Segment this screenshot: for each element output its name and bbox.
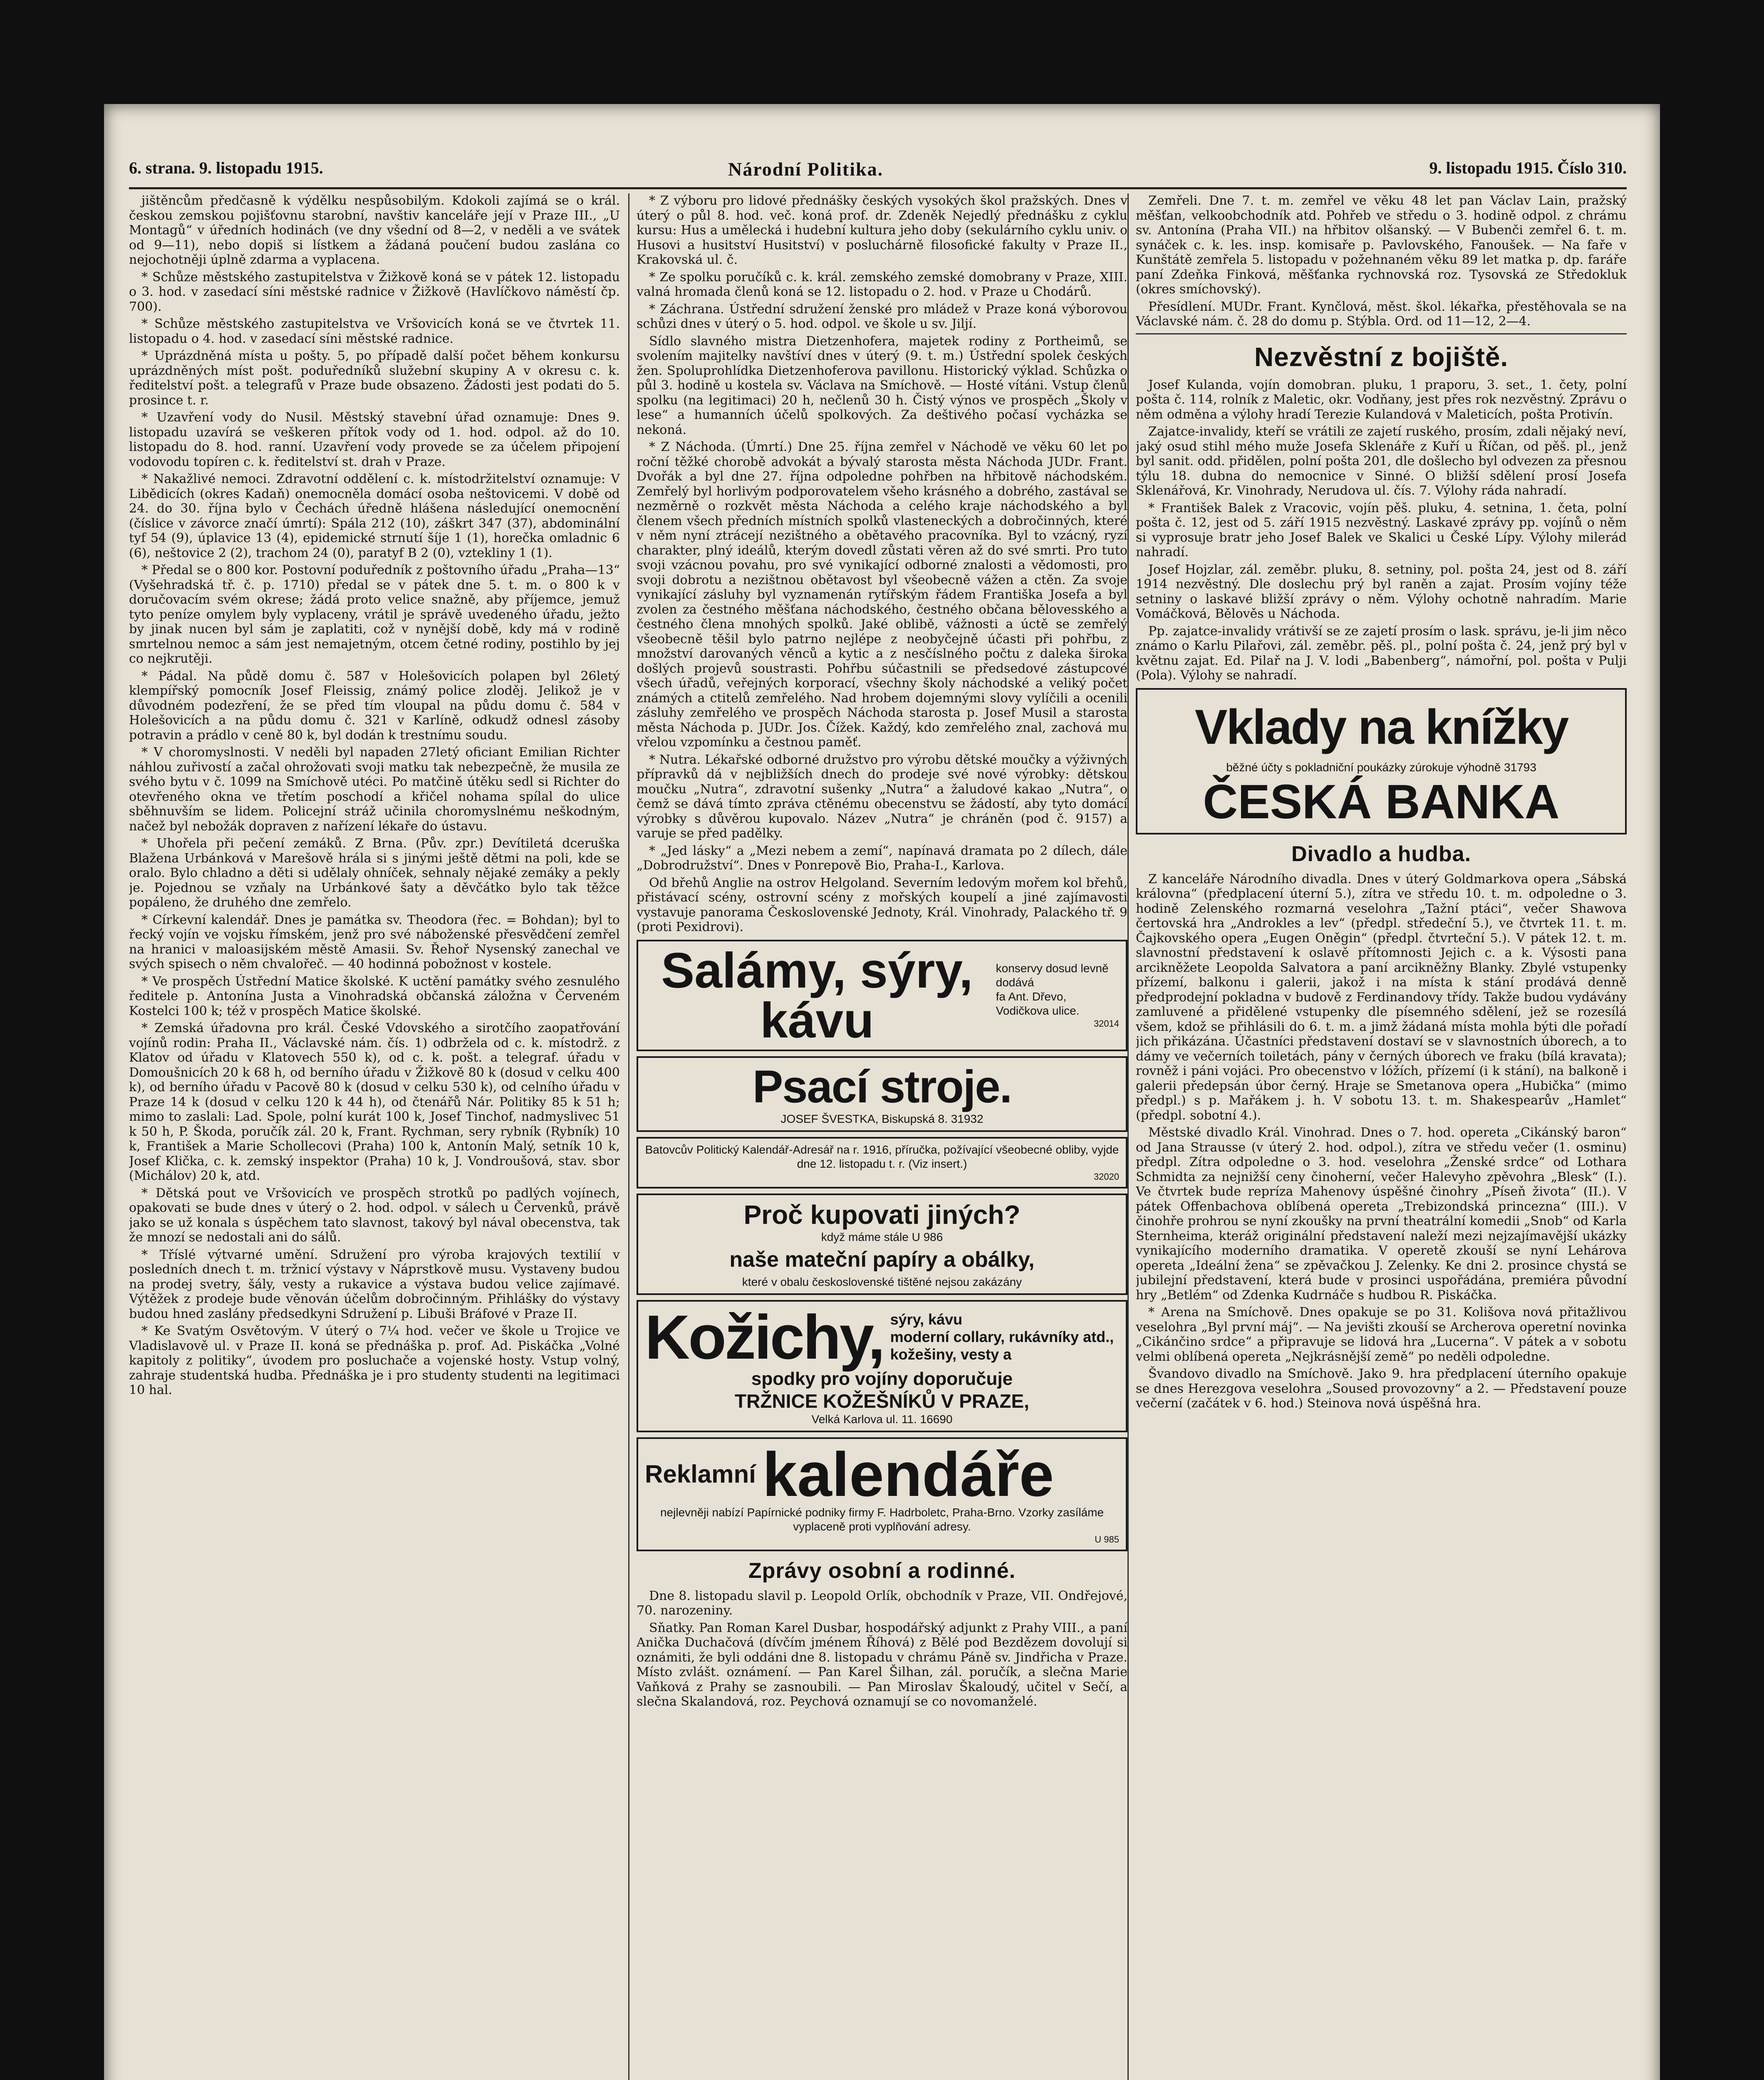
ad-proc-headline-2: naše mateční papíry a obálky,	[729, 1247, 1035, 1272]
article-paragraph: * Ze spolku poručíků c. k. král. zemského zemské domobrany v Praze, XIII. valná hromada členů koná se 12. listopadu o 2. hod. v Praze u Chodárů.	[637, 270, 1127, 299]
column-divider-2	[1127, 193, 1129, 2080]
article-paragraph: Zajatce-invalidy, kteří se vrátili ze zajetí ruského, prosím, zdali nějaký neví, jaký osud stihl mého muže Josefa Sklenáře z Kuří u Říčan, od pěš. pl., jenž byl sanit. odd. přidělen, polní pošta 201, dle došlecho byl odvezen za přesnou týlu 18. dubna do nemocnice v Sinné. O bližší sdělení prosí Josefa Sklenářová, Kr. Vinohrady, Nerudova ul. čís. 7. Výlohy ráda nahradí.	[1136, 424, 1627, 498]
article-paragraph: Z kanceláře Národního divadla. Dnes v úterý Goldmarkova opera „Sábská královna“ (předplacení úterní 5.), zítra ve středu 10. t. m. odpoledne o 3. hodině Zelenského rozmarná veselohra „Tažní ptáci“, večer Shawova čertovská hra „Androkles a lev“ (předpl. středeční 5.), ve čtvrtek 11. t. m. Čajkovského opera „Eugen Oněgin“ (předpl. čtvrteční 5.). V pátek 12. t. m. slavnostní představení k oslavě přítomnosti Jejich c. a k. Výsosti pana arcikněžete Leopolda Salvatora a paní arcikněžny Blanky. Zbylé vstupenky přízemí, balkonu i galerii, jakož i na místa k stání prodává denně předprodejní pokladna v budově z Ferdinandovy třídy. Takže budou vydávány zamluvené a přidělené vstupenky dle písemného sdělení, jež se rozesílá všem, kdož se přihlásili do 6. t. m. a jimž žádaná místa mohla býti dle pořadí jich přikázána. Účastníci představení dostaví se v slavnostních úborech, a to dámy ve večerních toiletách, pány v černých úborech ve fraku (bílá kravata); rovněž i páni vojáci. Pro obecenstvo v lóžích, přízemí (i k stání), na balkoně i galerii předepsán úbor černý. Hraje se Smetanova opera „Hubička“ (mimo předpl.) s p. Mařákem j. h. V sobotu 13. t. m. Shakespearův „Hamlet“ (předpl. sobotní 4.).	[1136, 872, 1627, 1123]
article-paragraph: * Dětská pout ve Vršovicích ve prospěch strotků po padlých vojínech, opakovati se bude dnes v úterý o 2. hod. odpol. v sálech u Červenků, právě jako se už konala s úspěchem tato slavnost, takový byl nával obecenstva, tak že mnozí se nedostali ani do sálů.	[129, 1186, 620, 1245]
article-paragraph: * Nakažlivé nemoci. Zdravotní oddělení c. k. místodržitelství oznamuje: V Libědicích (okres Kadaň) onemocněla domácí osoba neštovicemi. V době od 24. do 30. října bylo v Čechách úředně hlášena následující onemocnění (číslice v závorce značí úmrtí): Spála 212 (10), záškrt 347 (37), abdominální tyf 54 (9), úplavice 13 (4), epidemické strnutí šíje 1 (1), horečka omladnic 6 (6), neštovice 2 (2), trachom 24 (0), paratyf B 2 (0), vztekliny 1 (1).	[129, 472, 620, 560]
article-paragraph: * František Balek z Vracovic, vojín pěš. pluku, 4. setnina, 1. četa, polní pošta č. 12, jest od 5. září 1915 nezvěstný. Laskavé zprávy pp. vojínů o něm si vyprosuje bratr jeho Josef Balek ve Skalici u České Lípy. Výlohy milerád nahradí.	[1136, 500, 1627, 560]
ad-kozichy-headline: Kožichy,	[645, 1302, 884, 1372]
article-paragraph: * Uprázdněná místa u pošty. 5, po případě další počet během konkursu uprázdněných míst pošt. poduředníků služební skupiny A v okresu c. k. ředitelství pošt. a telegrafů v Praze bude obsazeno. Žádosti jest podati do 5. prosince t. r.	[129, 349, 620, 408]
ad-kalendare	[637, 1437, 1127, 1551]
ad-kalendare-top	[645, 1439, 1119, 1509]
ad-kozichy	[637, 1300, 1127, 1432]
ad-psaci-stroje	[637, 1056, 1127, 1132]
ad-kozichy-firm: TRŽNICE KOŽEŠNÍKŮ V PRAZE,	[735, 1390, 1029, 1412]
article-paragraph: * Ve prospěch Ústřední Matice školské. K uctění památky svého zesnulého ředitele p. Antonína Justa a Vinohradská občanská záložna v Červeném Kostelci 100 k; též v prospěch Matice školské.	[129, 974, 620, 1018]
ad-proc-headline: Proč kupovati jiných?	[743, 1199, 1021, 1230]
ad-proc-subline	[645, 1230, 1119, 1244]
ad-salamy-headline: Salámy, sýry, kávu	[661, 942, 973, 1048]
ad-psaci-firm	[645, 1112, 1119, 1126]
ad-kalendare-headline: kalendáře	[762, 1439, 1054, 1509]
ad-kozichy-top	[645, 1302, 1119, 1372]
article-paragraph: * Tříslé výtvarné umění. Sdružení pro výroba krajových textilií v posledních dnech t. m. tržnicí výstavy v Náprstkově musu. Vystaveny budou na prodej svetry, šály, vesty a rukavice a výstava budou velice zajímavé. Výtěžek z prodeje bude věnován účelům dobročinným. Přihlášky do výstavy budou hned zaslány předsedkyni Sdružení p. Libuši Bráfové v Praze II.	[129, 1247, 620, 1321]
article-paragraph: * Církevní kalendář. Dnes je památka sv. Theodora (řec. = Bohdan); byl to řecký vojín ve vojsku římském, jenž pro své náboženské přesvědčení zemřel na hranici v maloasijském městě Amasii. Sv. Řehoř Nysenský zanechal ve svých spisech o něm chvalořeč. — 40 hodinná pobožnost v kostele.	[129, 912, 620, 971]
ad-proc-text: když máme stále	[821, 1230, 909, 1243]
article-paragraph: Městské divadlo Král. Vinohrad. Dnes o 7. hod. opereta „Cikánský baron“ od Jana Strausse (v úterý 2. hod. odpol.), zítra ve středu večer (1. osminu) předpl. Zítra odpoledne o 3. hod. veselohra „Ženské srdce“ od Lothara Schmidta za nejnižší ceny činoherní, večer Halevyho zpěvohra „Blesk“ (I.). Ve čtvrtek bude repríza Mahenovy úspěšné činohry „Píseň života“ (II.). V pátek Offenbachova oblíbená opereta „Trebizondská princezna“ (III.). V činohře prohrou se nyní zkoušky na první theatrální komedii „Snob“ od Karla Sternheima, kteráž originální představení naleží mezi nejzajímavější ukázky vynikajícího moderního dramatika. V operetě zkouší se nyní Lehárova opereta „Ideální žena“ se zpěvačkou J. Zelenky. Ke dni 2. prosince chystá se jubilejní představení, která bude v prosinci uspořádána, premiéra původní hry „Betlém“ od Zdenka Kudrnáče s hudbou R. Piskáčka.	[1136, 1125, 1627, 1302]
ad-kalendare-number: U 985	[1095, 1534, 1119, 1545]
column-2	[637, 193, 1127, 2080]
header-page-date: 6. strana. 9. listopadu 1915.	[129, 158, 323, 177]
ad-kozichy-sidebox	[890, 1311, 1119, 1363]
ad-kozichy-subline: spodky pro vojíny doporučuje	[751, 1368, 1013, 1389]
ad-batovec-number: 32020	[1093, 1171, 1119, 1182]
article-paragraph: * Nutra. Lékařské odborné družstvo pro výrobu dětské moučky a výživných přípravků dá v nejbližších dnech do prodeje své nové výrobky: dětskou moučku „Nutra“, zdravotní sušenky „Nutra“ a žaludové kakao „Nutra“, o čemž se dává tímto zpráva ctěnému obecenstvu se žádostí, aby tyto domácí výrobky s důvěrou kupovalo. Název „Nutra“ je chráněn (pod č. 9157) a varuje se před padělky.	[637, 752, 1127, 841]
article-paragraph: * Záchrana. Ústřední sdružení ženské pro mládež v Praze koná výborovou schůzi dnes v úterý o 5. hod. odpol. ve škole u sv. Jiljí.	[637, 302, 1127, 331]
ad-salamy-text: konservy dosud levně dodává	[996, 961, 1109, 989]
ad-psaci-headline: Psací stroje.	[752, 1061, 1012, 1112]
article-paragraph: * Ke Svatým Osvětovým. V úterý o 7¼ hod. večer ve škole u Trojice ve Vladislavově ul. v Praze II. koná se přednáška p. prof. Ad. Piskáčka „Volné kapitoly z politiky“, úvodem pro posluchače a vojenské hosty. Vstup volný, zahraje studentská hudba. Přednáška je i pro studenty studenti na legitimaci 10 hal.	[129, 1324, 620, 1397]
page-header	[129, 158, 1627, 183]
ad-kozichy-address	[645, 1412, 1119, 1426]
ad-proc-number: U 986	[912, 1230, 943, 1243]
article-paragraph: * V choromyslnosti. V neděli byl napaden 27letý oficiant Emilian Richter náhlou zuřivostí a začal ohrožovati svoji matku tak nebezpečně, že musila ze svého bytu v č. 1099 na Smíchově utéci. Po matčině útěku sedl si Richter do otevřeného okna ve třetím poschodí a křičel nohama spílal do ulice sběhnuvším se lidem. Policejní stráž učinila choromyslnému neškodným, načež byl nebožák dopraven z nařízení lékaře do ústavu.	[129, 745, 620, 834]
ad-kalendare-left: Reklamní	[645, 1460, 756, 1488]
article-paragraph: * Arena na Smíchově. Dnes opakuje se po 31. Kolišova nová přitažlivou veselohra „Byl první máj“. — Na jevišti zkouší se Archerova operetní novinka „Cikánčino srdce“ a připravuje se lidová hra „Lucerna“. V pátek a v sobotu velmi oblíbená opereta „Nejkrásnější země“ po neděli odpoledne.	[1136, 1305, 1627, 1364]
article-paragraph: * Pádal. Na půdě domu č. 587 v Holešovicích polapen byl 26letý klempířský pomocník Josef Fleissig, známý police zloděj. Jelikož je v důvodném podezření, že se před tím vloupal na půdu domu č. 584 v Holešovicích a na půdu domu č. 321 v Karlíně, odkudž odnesl zásoby potravin a prádlo v ceně 80 k, byl dodán k trestnímu soudu.	[129, 669, 620, 743]
article-paragraph: Zemřeli. Dne 7. t. m. zemřel ve věku 48 let pan Václav Lain, pražský měšťan, velkoobchodník atd. Pohřeb ve středu o 3. hodině odpol. z chrámu sv. Antonína (Praha VII.) na hřbitov olšanský. — V Bubenči zemřel 6. t. m. synáček c. k. les. insp. komisaře p. Pavlovského, Fanoušek. — Na faře v Kunštátě zemřela 5. listopadu v požehnaném věku 89 let matka p. dp. faráře paní Zdeňka Finková, měšťanka rychnovská roz. Tysovská ze Středokluk (okres smíchovský).	[1136, 193, 1627, 297]
header-issue-number: 9. listopadu 1915. Číslo 310.	[1429, 158, 1627, 177]
article-paragraph: * Z výboru pro lidové přednášky českých vysokých škol pražských. Dnes v úterý o půl 8. hod. več. koná prof. dr. Zdeněk Nejedlý přednášku z cyklu kursu: Hus a umělecká i hudební kultura jeho doby (sekulárního cyklu univ. o Husovi a husitství Husitství) v posluchárně filosofické fakulty v Praze II., Krakovská ul. č.	[637, 193, 1127, 267]
ad-proc-kupovati	[637, 1194, 1127, 1295]
column-3	[1136, 193, 1627, 2080]
article-paragraph: * Schůze městského zastupitelstva v Žižkově koná se v pátek 12. listopadu o 3. hod. v zasedací síni městské radnice v Žižkově (Havlíčkovo náměstí čp. 700).	[129, 270, 620, 314]
ad-kozichy-number: 16690	[920, 1412, 953, 1426]
ad-salamy-details	[996, 961, 1119, 1030]
article-paragraph: Dne 8. listopadu slavil p. Leopold Orlík, obchodník v Praze, VII. Ondřejové, 70. narozeniny.	[637, 1588, 1127, 1618]
ad-kozichy-goods-2: sýry, kávu	[890, 1310, 963, 1328]
ad-psaci-number: 31932	[951, 1112, 984, 1125]
ad-salamy-firm: fa Ant. Dřevo, Vodičkova ulice.	[996, 990, 1080, 1017]
section-title-missing: Nezvěstní z bojiště.	[1254, 342, 1509, 372]
ad-batovec-text: Batovcův Politický Kalendář-Adresář na r. 1916, příručka, požívající všeobecné obliby, vyjde dne 12. listopadu t. r. (Viz insert.)	[645, 1143, 1119, 1170]
ad-batovec-kalendar	[637, 1137, 1127, 1189]
article-paragraph: * Zemská úřadovna pro král. České Vdovského a sirotčího zaopatřování vojínů rodin: Praha II., Václavské nám. čís. 1) odbržela od c. k. místodrž. z Klatov od úřadu v Klatovech 550 k), od c. k. pošt. a telegraf. úřadu v Domoušnicích 20 k 68 h, od berního úřadu v Žižkově 80 k (dosud v celku 400 k), od berního úřadu v Pacově 80 k (dosud v celku 530 k), od celního úřadu v Praze 14 k (dosud v celku 120 k 44 h), od čtenářů Nár. Politiky 85 k 51 h; mimo to zaslali: Lad. Spole, polní kurát 100 k, Josef Tinchof, nadmyslivec 51 k 50 h, P. Škoda, poručík zál. 20 k, Frant. Rychman, sery rybník (Rybník) 10 k, František a Marie Schollecovi (Praha) 100 k, Antonín Malý, setník 10 k, Josef Klička, c. k. zemský inspektor (Praha) 10 k, J. Vondroušová, stav. sbor (Michálov) 20 k, atd.	[129, 1021, 620, 1183]
section-title-theatre: Divadlo a hudba.	[1291, 842, 1472, 866]
column-divider-1	[628, 193, 629, 2080]
article-paragraph: * Předal se o 800 kor. Postovní poduředník z poštovního úřadu „Praha—13“ (Vyšehradská tř. č. p. 1710) předal se v pátek dne 5. t. m. o 800 k v doručovacím svém okrese; žádá proto velice snažně, aby příjemce, jemuž tyto peníze omylem byly vyplaceny, vrátil je správě uvedeného úřadu, ježto by jinak nucen byl sám je zaplatiti, což v nynější době, kdy má v rodině smrtelnou nemoc a sám jest nemajetným, otcem četné rodiny, postihlo by jej co nejkrutěji.	[129, 563, 620, 666]
ad-salamy-number: 32014	[1093, 1018, 1119, 1029]
article-paragraph: Pp. zajatce-invalidy vrátivší se ze zajetí prosím o lask. správu, je-li jim něco známo o Karlu Pilařovi, zál. zeměbr. pěš. pl., polní pošta č. 24, jenž prý byl v květnu zajat. Ed. Pilař na J. V. lodi „Babenberg“, námořní, pol. pošta v Pulji (Pola). Výlohy se nahradí.	[1136, 624, 1627, 683]
article-paragraph: * Uzavření vody do Nusil. Městský stavební úřad oznamuje: Dnes 9. listopadu uzavírá se veškeren přítok vody od 1. hod. odpol. až do 10. listopadu do 8. hod. ranní. Uzavření vody provede se za účelem připojení vodovodu topíren c. k. ředitelství st. drah v Praze.	[129, 410, 620, 469]
ad-proc-note: které v obalu československé tištěné nejsou zakázány	[742, 1275, 1022, 1288]
article-paragraph: Švandovo divadlo na Smíchově. Jako 9. hra předplacení úterního opakuje se dnes Herezgova veselohra „Soused provozovny“ a 2. — Představení pouze večerní (začátek v 6. hod.) Steinova nová úspěšná hra.	[1136, 1367, 1627, 1411]
ad-kalendare-text: nejlevněji nabízí Papírnické podniky firmy F. Hadrboletc, Praha-Brno. Vzorky zasíláme vyplaceně proti vyplňování adresy.	[660, 1506, 1104, 1533]
article-paragraph: jištěncům předčasně k výdělku nespůsobilým. Kdokoli zajímá se o král. českou zemskou pojišťovnu starobní, navštiv kanceláře její v Praze III., „U Montagů“ v úředních hodinách (ve dny všední od 8—2, v neděli a ve svátek od 9—11), nebo dopiš si lístkem a žádaná poučení budou zaslána co nejochotněji úplně zdarma a vyplacena.	[129, 193, 620, 267]
article-paragraph: * Z Náchoda. (Úmrtí.) Dne 25. října zemřel v Náchodě ve věku 60 let po roční těžké chorobě advokát a bývalý starosta města Náchoda JUDr. Frant. Dvořák a byl dne 27. října odpoledne pohřben na hřbitově náchodském. Zemřelý byl horlivým podporovatelem všeho krásného a dobrého, zastával se nezměrně o rozkvět města Náchoda a celého kraje náchodského a byl členem všech předních místních spolků vlasteneckých a dobročinných, které v něm nyní ztrácejí nezištného a obětavého pracovníka. Byl to vzácný, ryzí charakter, plný ideálů, kterým dovedl zůstati věren až do své smrti. Pro tuto svoji vzácnou povahu, pro své vynikající odborné znalosti a vědomosti, pro svoji dobrotu a nezištnou obětavost byl všeobecně vážen a ctěn. Za svoje vynikající zásluhy byl vyznamenán rytířským řádem Františka Josefa a byl zvolen za čestného měšťana náchodského, čestného občana bělovesského a čestného člena mnohých spolků. Jaké oblibě, vážnosti a úctě se zemřelý všeobecně těšil bylo patrno nejlépe z neobyčejně účasti při pohřbu, z množství darovaných věnců a kytic a z nesčíslného počtu z daleka široka došlých projevů soustrasti. Pohřbu súčastnili se předsedové zástupcové všech úřadů, veřejných korporací, všechny školy náchodské a veliký počet známých a ctitelů zemřelého. Nad hrobem dojemnými slovy vylíčili a ocenili zásluhy zemřelého ve prospěch Náchoda starosta p. Josef Musil a starosta města Náchoda p. JUDr. Jos. Čížek. Každý, kdo zemřelého znal, zachová mu vřelou vzpomínku a čestnou paměť.	[637, 440, 1127, 750]
article-paragraph: Přesídlení. MUDr. Frant. Kynčlová, měst. škol. lékařka, přestěhovala se na Václavské nám. č. 28 do domu p. Stýbla. Ord. od 11—12, 2—4.	[1136, 299, 1627, 329]
section-divider	[1136, 333, 1627, 334]
ad-bank-text: běžné účty s pokladniční poukázky zúrokuje výhodně	[1226, 760, 1501, 774]
section-title-personal: Zprávy osobní a rodinné.	[748, 1558, 1016, 1583]
ad-bank-headline: Vklady na knížky	[1194, 699, 1568, 755]
article-paragraph: Josef Kulanda, vojín domobran. pluku, 1 praporu, 3. set., 1. čety, polní pošta č. 114, rolník z Maletic, okr. Vodňany, jest přes rok nezvěstný. Zprávu o něm odměna a výlohy hradí Terezie Kulandová v Maleticích, pošta Protivín.	[1136, 377, 1627, 422]
article-paragraph: Od břehů Anglie na ostrov Helgoland. Severním ledovým mořem kol břehů, přistávací scény, ostrovní scény z mořských koupelí a jiné zajímavosti vystavuje panorama Československé Jednoty, Král. Vinohrady, Palackého tř. 9 (proti Pexidrovi).	[637, 875, 1127, 934]
ad-bank-number: 31793	[1504, 760, 1536, 774]
article-paragraph: * „Jed lásky“ a „Mezi nebem a zemí“, napínavá dramata po 2 dílech, dále „Dobrodružství“. Dnes v Ponrepově Bio, Praha-I., Karlova.	[637, 843, 1127, 873]
article-paragraph: Sňatky. Pan Roman Karel Dusbar, hospodářský adjunkt z Prahy VIII., a paní Anička Duchačová (dívčím jménem Říhová) z Bělé pod Bezdězem dovolují si oznámiti, že byli oddáni dne 8. listopadu v chrámu Páně sv. Jindřicha v Praze. Místo zvlášt. oznámení. — Pan Karel Šilhan, zál. poručík, a slečna Marie Vaňková z Prahy se zasnoubili. — Pan Miroslav Škaloudý, učitel v Sečí, a slečna Skalandová, roz. Peychová oznamují se co novomanželé.	[637, 1620, 1127, 1709]
article-paragraph: * Uhořela při pečení zemáků. Z Brna. (Pův. zpr.) Devítiletá dceruška Blažena Urbánková v Marešově hrála si s jinými ještě dětmi na poli, kde se oralo. Bylo chladno a děti si udělaly ohníček, sehnaly nějaké zemáky a pekly je. Pojednou se vzňaly na Urbánkové šaty a děvčátko bylo tak těžce popáleno, že druhého dne zemřelo.	[129, 836, 620, 910]
article-paragraph: * Schůze městského zastupitelstva ve Vršovicích koná se ve čtvrtek 11. listopadu o 4. hod. v zasedací síni městské radnice.	[129, 317, 620, 346]
article-paragraph: Sídlo slavného mistra Dietzenhofera, majetek rodiny z Portheimů, se svolením majitelky navštíví dnes v úterý (9. t. m.) Ústřední spolek českých žen. Spoluprohlídka Dietzenhoferova pavillonu. Historický výklad. Schůzka o půl 3. hodině u kostela sv. Václava na Smíchově. — Hosté vítáni. Vstup členů spolku (na legitimaci) 20 h, nečlenů 30 h. Čistý výnos ve prospěch „Školy v lese“ a humanních účelů spolkových. Za deštivého počasí vycházka se nekoná.	[637, 334, 1127, 437]
header-masthead: Národní Politika.	[728, 158, 884, 180]
column-1	[129, 193, 620, 2080]
ad-salamy	[637, 940, 1127, 1051]
newspaper-page	[104, 104, 1660, 2080]
ad-psaci-firm-name: JOSEF ŠVESTKA, Biskupská 8.	[780, 1112, 948, 1125]
article-paragraph: Josef Hojzlar, zál. zeměbr. pluku, 8. setniny, pol. pošta 24, jest od 8. září 1914 nezvěstný. Dle doslechu prý byl raněn a zajat. Prosím vojíny téže setniny o laskavé bližší zprávy o něm. Výlohy ochotně nahradím. Marie Vomáčková, Bělověs u Náchoda.	[1136, 562, 1627, 621]
ad-kozichy-address-text: Velká Karlova ul. 11.	[811, 1412, 917, 1426]
ad-kozichy-goods: moderní collary, rukávníky atd., kožešiny, vesty a	[890, 1328, 1114, 1363]
ad-ceska-banka	[1136, 688, 1627, 834]
ad-bank-subline	[1144, 760, 1618, 775]
header-rule	[129, 187, 1627, 189]
ad-bank-name: ČESKÁ BANKA	[1203, 774, 1560, 829]
